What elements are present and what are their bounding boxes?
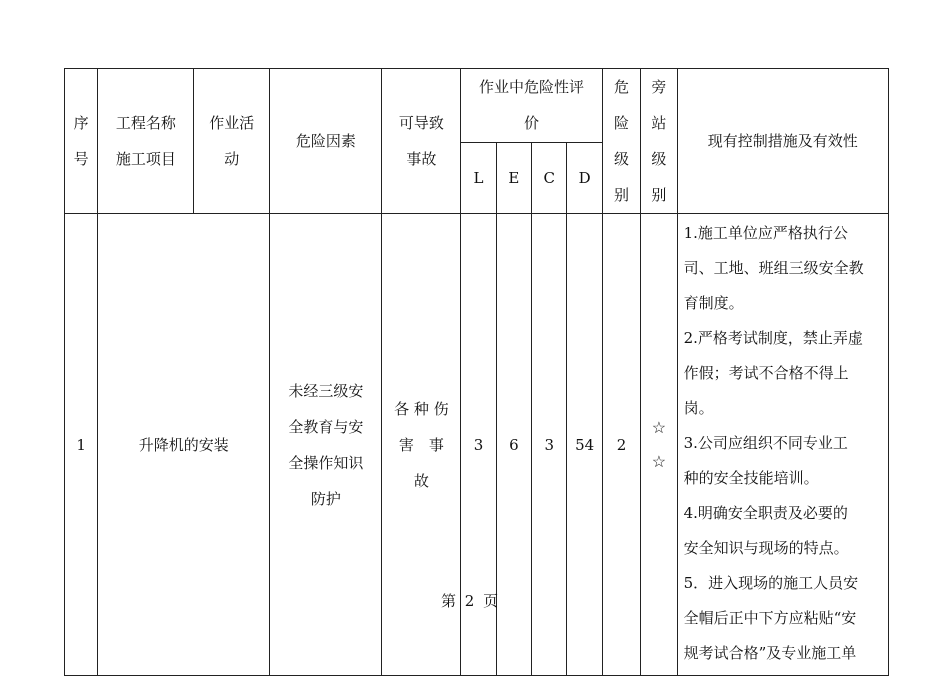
control-line: 2.严格考试制度，禁止弄虚 [683,329,863,347]
row1-risk-level: 2 [602,214,640,676]
row1-seq: 1 [65,214,98,676]
control-line: 育制度。 [683,294,744,312]
header-risk-level: 危 险 级 别 [602,69,640,214]
control-line: 司、工地、班组三级安全教 [683,259,864,277]
row1-L: 3 [461,214,496,676]
row1-controls [677,214,888,676]
control-line: 4.明确安全职责及必要的 [683,504,848,522]
header-controls: 现有控制措施及有效性 [677,69,888,214]
risk-assessment-table [64,68,889,676]
control-line: 作假；考试不合格不得上 [683,364,849,382]
header-D: D [567,142,602,214]
star-icon: ☆ [651,451,667,471]
control-line: 5．进入现场的施工人员安 [683,574,859,592]
header-L: L [461,142,496,214]
header-evaluation: 作业中危险性评 价 [461,69,603,143]
header-E: E [496,142,531,214]
control-line: 3.公司应组织不同专业工 [683,434,848,452]
control-line: 全帽后正中下方应粘贴“安 [683,609,857,627]
row1-bystander [641,214,677,676]
row1-project: 升降机的安装 [98,214,270,676]
row1-E: 6 [496,214,531,676]
control-line: 规考试合格”及专业施工单 [683,644,857,662]
header-accident: 可导致 事故 [382,69,461,214]
header-C: C [532,142,567,214]
table-header-row [65,69,889,143]
star-icon: ☆ [651,417,667,437]
control-line: 岗。 [683,399,714,417]
control-line: 安全知识与现场的特点。 [683,539,849,557]
header-seq: 序 号 [65,69,98,214]
header-project-name: 工程名称 施工项目 [98,69,194,214]
row1-accident: 各 种 伤 害 事 故 [382,214,461,676]
row1-D: 54 [567,214,602,676]
control-line: 种的安全技能培训。 [683,469,819,487]
row1-hazard: 未经三级安 全教育与安 全操作知识 防护 [270,214,382,676]
header-activity: 作业活 动 [194,69,270,214]
control-line: 1.施工单位应严格执行公 [683,224,848,242]
page-number: 第 2 页 [441,592,501,610]
header-hazard: 危险因素 [270,69,382,214]
row1-C: 3 [532,214,567,676]
header-bystander-level: 旁 站 级 别 [641,69,677,214]
